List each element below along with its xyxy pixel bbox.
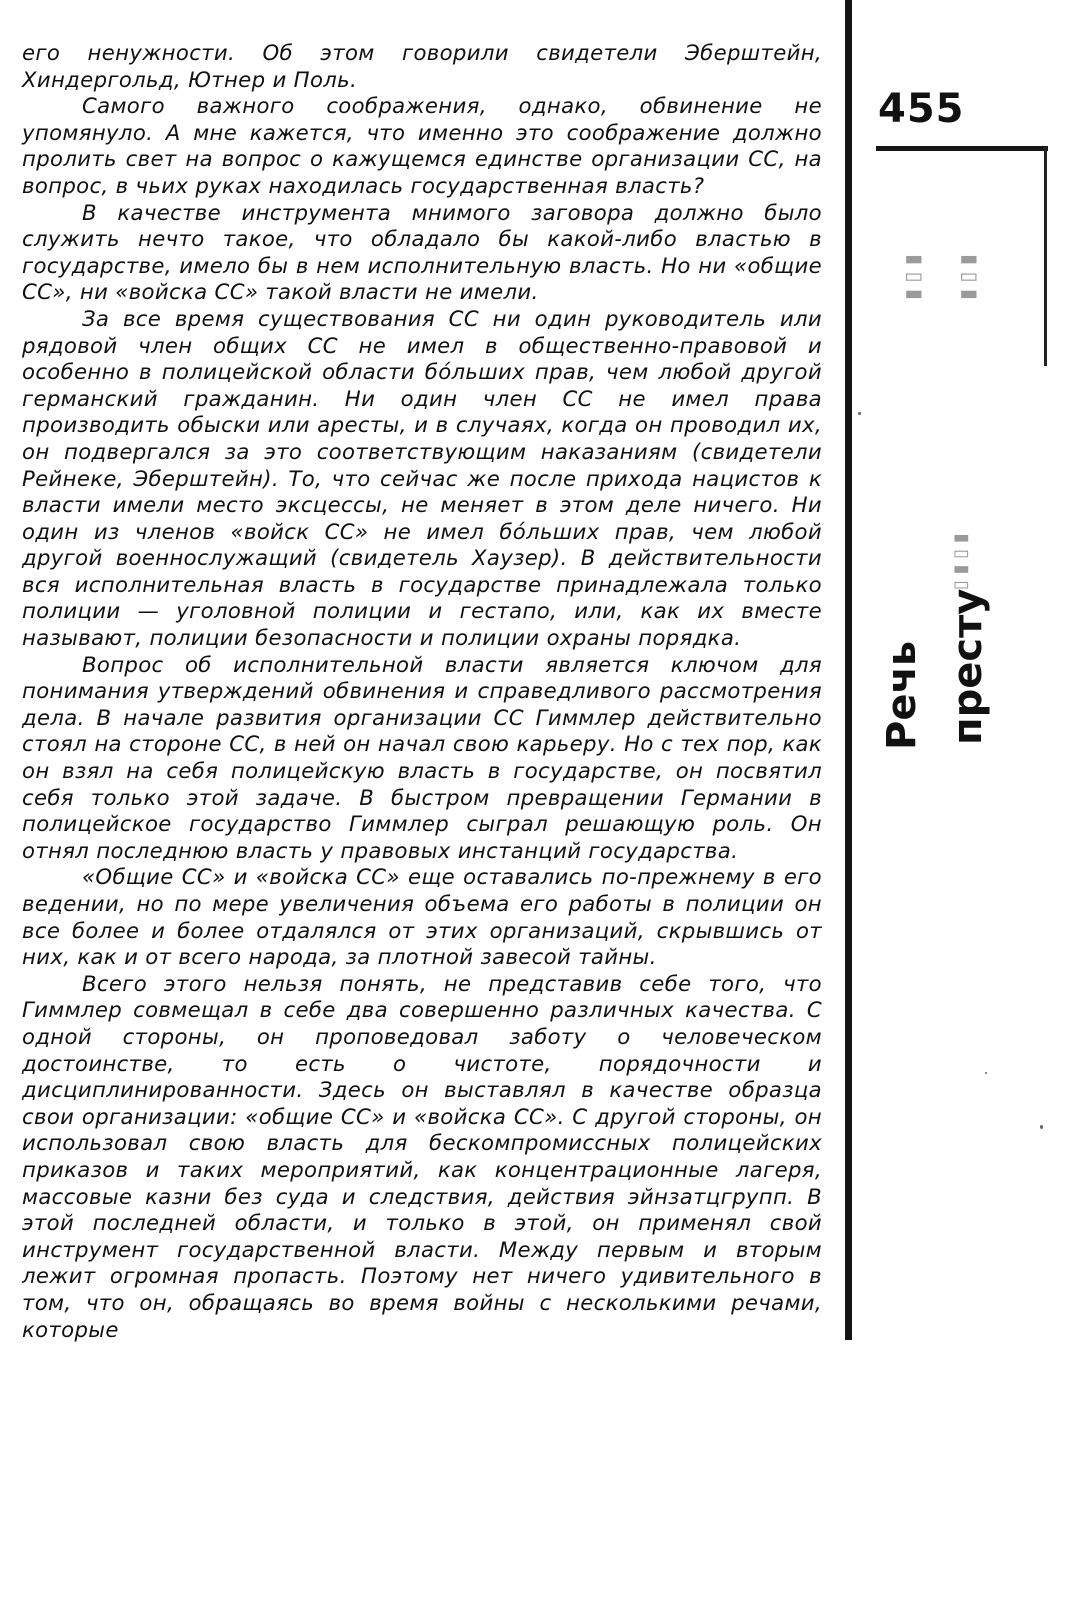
paragraph-4: За все время существования СС ни один руководитель или рядовой член общих СС не имел в общественно-правовой и особенно в полицейской области бóльших прав, чем любой другой германский гражданин. Ни один член СС не имел права производить обыски или аресты, и в случаях, когда он проводил их, он подвергался за это соответствующим наказаниям (свидетели Рейнеке, Эберштейн). То, что сейчас же после прихода нацистов к власти имели место эксцессы, не меняет в этом деле ничего. Ни один из членов «войск СС» не имел бóльших прав, чем любой другой военнослужащий (свидетель Хаузер). В действительности вся исполнительная власть в государстве принадлежала только полиции — уголовной полиции и гестапо, или, как их вместе называют, полиции безопасности и полиции охраны порядка. xyxy=(22,305,822,651)
running-title-line-1: Речь xyxy=(879,640,925,750)
bleed-through-mark: ▯ ▮ ▯ ▮ xyxy=(950,533,971,590)
page-number-rule xyxy=(876,146,1048,151)
paragraph-7: Всего этого нельзя понять, не представив себе того, что Гиммлер совмещал в себе два совершенно различных качества. С одной стороны, он проповедовал заботу о человеческом достоинстве, то есть о чистоте, порядочности и дисциплинированности. Здесь он выставлял в качестве образца свои организации: «общие СС» и «войска СС». С другой стороны, он использовал свою власть для бескомпромиссных полицейских приказов и таких мероприятий, как концентрационные лагеря, массовые казни без суда и следствия, действия эйнзатцгрупп. В этой последней области, и только в этой, он применял свой инструмент государственной власти. Между первым и вторым лежит огромная пропасть. Поэтому нет ничего удивительного в том, что он, обращаясь во время войны с несколькими речами, которые xyxy=(22,970,822,1342)
scan-speck xyxy=(985,1072,987,1074)
scan-speck xyxy=(858,412,861,415)
paragraph-2: Самого важного соображения, однако, обвинение не упомянуло. А мне кажется, что именно это соображение должно пролить свет на вопрос о кажущемся единстве организации СС, на вопрос, в чьих руках находилась государственная власть? xyxy=(22,93,822,198)
paragraph-1: его ненужности. Об этом говорили свидетели Эберштейн, Хиндергольд, Ютнер и Поль. xyxy=(22,40,822,92)
paragraph-3: В качестве инструмента мнимого заговора должно было служить нечто такое, что обладало бы какой-либо властью в государстве, имело бы в нем исполнительную власть. Но ни «общие СС», ни «войска СС» такой власти не имели. xyxy=(22,199,822,305)
bleed-through-mark: ▮ ▯ ▮ xyxy=(900,254,924,300)
margin-vertical-rule xyxy=(845,0,852,1340)
running-title-line-2: престу xyxy=(945,588,991,745)
paragraph-5: Вопрос об исполнительной власти является ключом для понимания утверждений обвинения и справедливого рассмотрения дела. В начале развития организации СС Гиммлер действительно стоял на стороне СС, в ней он начал свою карьеру. Но с тех пор, как он взял на себя полицейскую власть в государстве, он посвятил себя только этой задаче. В быстром превращении Германии в полицейское государство Гиммлер сыграл решающую роль. Он отнял последнюю власть у правовых инстанций государства. xyxy=(22,651,822,863)
paragraph-6: «Общие СС» и «войска СС» еще оставались по-прежнему в его ведении, но по мере увеличения объема его работы в полиции он все более и более отдалялся от этих организаций, скрывшись от них, как и от всего народа, за плотной завесой тайны. xyxy=(22,864,822,970)
page-number: 455 xyxy=(878,86,965,132)
scan-speck xyxy=(1040,1125,1043,1129)
body-text xyxy=(22,40,822,1343)
edge-rule xyxy=(1044,146,1047,366)
bleed-through-mark: ▮ ▯ ▮ xyxy=(955,254,979,300)
